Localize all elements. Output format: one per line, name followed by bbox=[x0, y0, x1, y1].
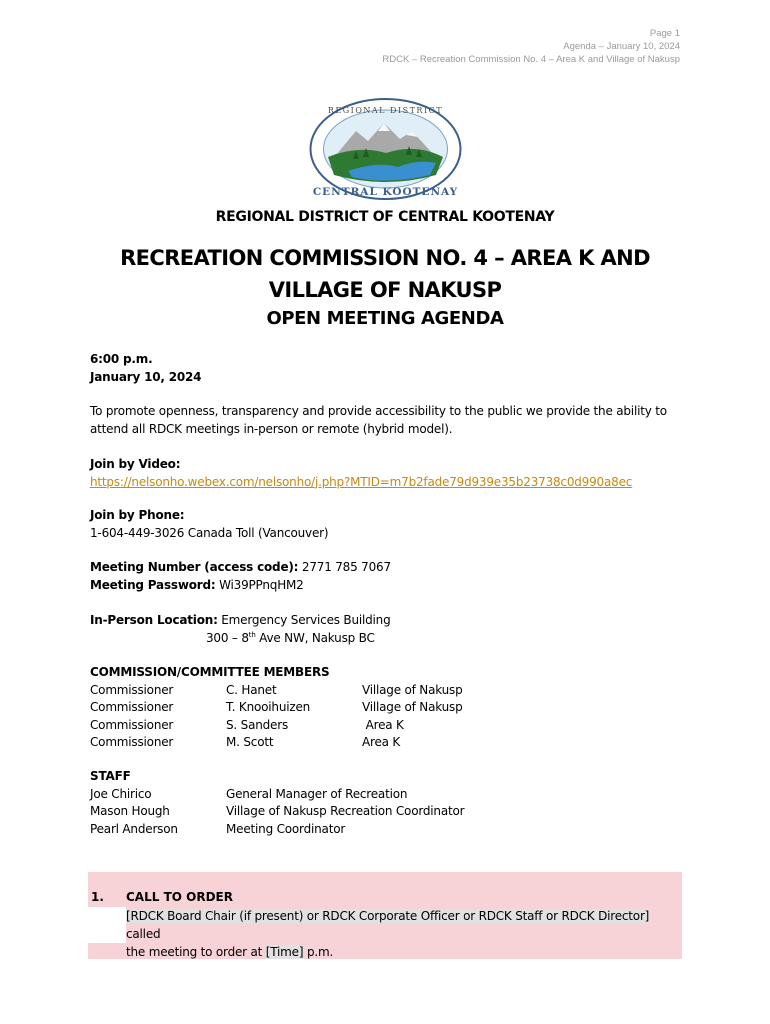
member-name: M. Scott bbox=[226, 735, 274, 749]
video-label: Join by Video: bbox=[90, 457, 181, 471]
agenda-number-margin bbox=[88, 907, 126, 943]
location-row bbox=[90, 612, 690, 630]
officer-placeholder[interactable]: [RDCK Board Chair (if present) or RDCK Corporate Officer or RDCK Staff or RDCK Director] bbox=[126, 909, 650, 923]
title-line-1: RECREATION COMMISSION NO. 4 – AREA K AND bbox=[120, 246, 650, 270]
staff-title: General Manager of Recreation bbox=[226, 786, 408, 801]
meeting-password-value: Wi39PPnqHM2 bbox=[215, 577, 304, 592]
member-role: Commissioner bbox=[90, 735, 174, 749]
member-name: T. Knooihuizen bbox=[226, 700, 311, 714]
agenda-text-end: p.m. bbox=[303, 945, 334, 959]
rdck-logo bbox=[308, 97, 463, 201]
page-title bbox=[0, 242, 770, 306]
intro-paragraph bbox=[90, 403, 700, 438]
location-label: In-Person Location: bbox=[90, 613, 218, 627]
header-committee: RDCK – Recreation Commission No. 4 – Area K and Village of Nakusp bbox=[382, 54, 680, 65]
location-ordinal: th bbox=[248, 630, 256, 639]
intro-line-2: attend all RDCK meetings in-person or remote (hybrid model). bbox=[90, 421, 453, 436]
phone-block bbox=[90, 507, 690, 542]
meeting-password-label: Meeting Password: bbox=[90, 577, 216, 592]
meeting-credentials bbox=[90, 559, 690, 594]
staff-title: Village of Nakusp Recreation Coordinator bbox=[226, 804, 465, 818]
logo-text-bottom: CENTRAL KOOTENAY bbox=[312, 186, 459, 198]
phone-number: 1-604-449-3026 Canada Toll (Vancouver) bbox=[90, 525, 329, 540]
staff-section bbox=[90, 768, 690, 843]
agenda-item-text bbox=[126, 907, 676, 961]
meeting-date: January 10, 2024 bbox=[90, 369, 202, 384]
staff-table bbox=[90, 786, 690, 841]
page-number: Page 1 bbox=[649, 28, 680, 39]
member-role: Commissioner bbox=[90, 700, 174, 714]
agenda-text-called: called bbox=[126, 927, 161, 941]
agenda-text-meeting: the meeting to order at bbox=[126, 945, 266, 959]
logo-text-top: REGIONAL DISTRICT bbox=[327, 106, 444, 115]
members-table bbox=[90, 682, 690, 752]
location-street: Ave NW, Nakusp BC bbox=[255, 630, 375, 645]
agenda-item-heading: CALL TO ORDER bbox=[126, 890, 233, 904]
staff-name: Mason Hough bbox=[90, 804, 170, 818]
agenda-item-call-to-order bbox=[88, 872, 682, 959]
location-street-number: 300 – 8 bbox=[206, 630, 249, 645]
agenda-subtitle: OPEN MEETING AGENDA bbox=[266, 308, 504, 329]
member-area: Area K bbox=[362, 735, 401, 749]
member-area: Area K bbox=[362, 717, 404, 732]
meeting-number-label: Meeting Number (access code): bbox=[90, 560, 299, 574]
staff-name: Pearl Anderson bbox=[90, 821, 178, 836]
staff-title: Meeting Coordinator bbox=[226, 821, 346, 836]
member-name: S. Sanders bbox=[226, 717, 289, 732]
header-agenda-date: Agenda – January 10, 2024 bbox=[563, 41, 680, 52]
member-role: Commissioner bbox=[90, 717, 174, 732]
members-heading: COMMISSION/COMMITTEE MEMBERS bbox=[90, 665, 330, 679]
title-line-2: VILLAGE OF NAKUSP bbox=[268, 278, 502, 302]
location-address bbox=[90, 630, 690, 648]
webex-link[interactable]: https://nelsonho.webex.com/nelsonho/j.php?MTID=m7b2fade79d939e35b23738c0d990a8ec bbox=[90, 474, 633, 489]
phone-label: Join by Phone: bbox=[90, 508, 185, 522]
page-header bbox=[382, 27, 680, 66]
meeting-time: 6:00 p.m. bbox=[90, 352, 153, 366]
video-block bbox=[90, 456, 690, 491]
member-role: Commissioner bbox=[90, 682, 174, 697]
organization-name: REGIONAL DISTRICT OF CENTRAL KOOTENAY bbox=[215, 209, 555, 225]
staff-name: Joe Chirico bbox=[90, 786, 152, 801]
members-section bbox=[90, 664, 690, 754]
intro-line-1: To promote openness, transparency and provide accessibility to the public we provide the ability to bbox=[90, 404, 667, 418]
member-area: Village of Nakusp bbox=[362, 682, 463, 697]
member-area: Village of Nakusp bbox=[362, 700, 463, 714]
location-block bbox=[90, 612, 690, 647]
agenda-item-number: 1. bbox=[91, 890, 104, 904]
time-placeholder[interactable]: [Time] bbox=[265, 945, 304, 959]
member-name: C. Hanet bbox=[226, 682, 277, 697]
meeting-number-row bbox=[90, 559, 690, 577]
location-line-1: Emergency Services Building bbox=[217, 613, 391, 627]
meeting-time-block bbox=[90, 351, 690, 386]
meeting-number-value: 2771 785 7067 bbox=[298, 560, 391, 574]
staff-heading: STAFF bbox=[90, 769, 131, 783]
meeting-password-row bbox=[90, 577, 690, 595]
